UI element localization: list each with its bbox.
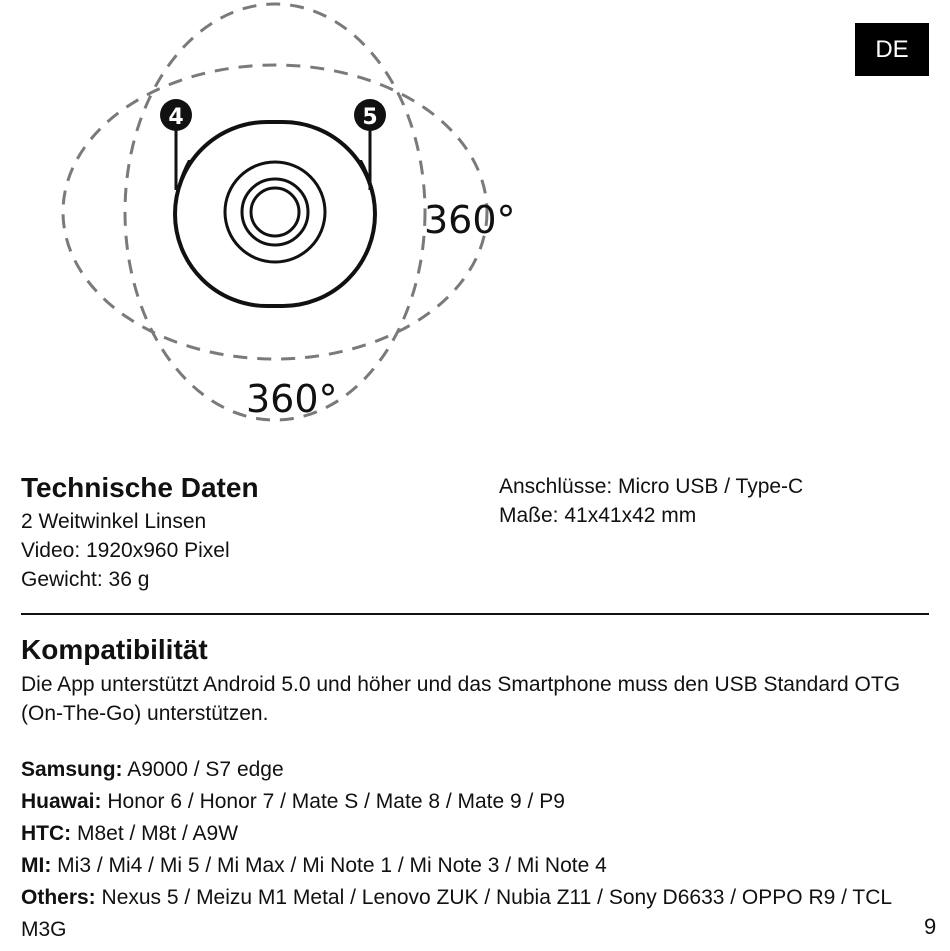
brand-models: Nexus 5 / Meizu M1 Metal / Lenovo ZUK / Nubia Z11 / Sony D6633 / OPPO R9 / TCL M3G bbox=[21, 886, 892, 941]
specs-right-list bbox=[499, 472, 803, 530]
brand-name: Samsung: bbox=[21, 758, 123, 781]
rotation-vertical-label: 360° bbox=[424, 198, 516, 242]
section-divider bbox=[21, 613, 929, 615]
brand-models: A9000 / S7 edge bbox=[122, 758, 284, 781]
brand-models: Honor 6 / Honor 7 / Mate S / Mate 8 / Mate 9 / P9 bbox=[101, 790, 565, 813]
brand-name: Others: bbox=[21, 886, 96, 909]
brand-name: HTC: bbox=[21, 822, 72, 845]
callout-number-left: 4 bbox=[168, 105, 184, 130]
spec-line: Gewicht: 36 g bbox=[21, 568, 150, 591]
list-item bbox=[21, 786, 921, 818]
page-number: 9 bbox=[924, 914, 937, 939]
brand-models: Mi3 / Mi4 / Mi 5 / Mi Max / Mi Note 1 / Mi Note 3 / Mi Note 4 bbox=[51, 854, 607, 877]
brand-name: Huawai: bbox=[21, 790, 102, 813]
rotation-horizontal-label: 360° bbox=[246, 377, 338, 421]
compat-title: Kompatibilität bbox=[21, 634, 208, 665]
callout-number-right: 5 bbox=[362, 105, 378, 130]
spec-line: 2 Weitwinkel Linsen bbox=[21, 510, 207, 533]
spec-line: Anschlüsse: Micro USB / Type-C bbox=[499, 475, 804, 498]
list-item bbox=[21, 818, 921, 850]
list-item bbox=[21, 850, 921, 882]
compat-description: Die App unterstützt Android 5.0 und höher und das Smartphone muss den USB Standard OTG (On-The-Go) unterstützen. bbox=[21, 673, 901, 725]
list-item bbox=[21, 754, 921, 786]
brand-models: M8et / M8t / A9W bbox=[71, 822, 239, 845]
language-badge: DE bbox=[855, 23, 929, 76]
brand-name: MI: bbox=[21, 854, 52, 877]
specs-title: Technische Daten bbox=[21, 472, 259, 503]
camera-body bbox=[175, 122, 375, 306]
spec-line: Video: 1920x960 Pixel bbox=[21, 539, 230, 562]
list-item bbox=[21, 882, 921, 946]
spec-line: Maße: 41x41x42 mm bbox=[499, 504, 697, 527]
specs-left-list bbox=[21, 507, 230, 594]
compat-brand-list bbox=[21, 754, 921, 946]
camera-diagram bbox=[0, 0, 560, 440]
